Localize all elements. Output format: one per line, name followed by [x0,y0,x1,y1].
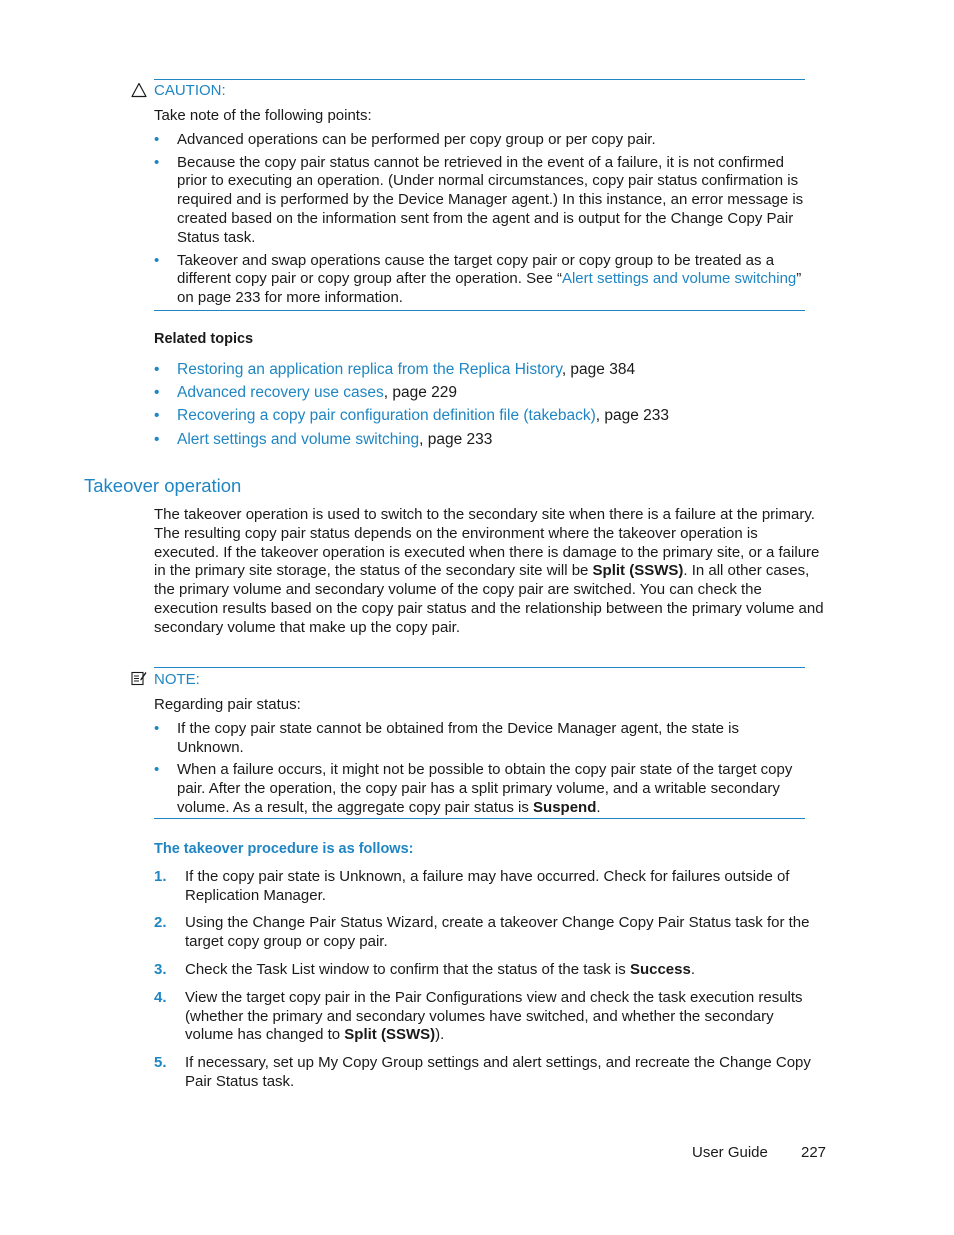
caution-list [154,131,809,308]
related-topic-link[interactable]: Alert settings and volume switching [177,430,420,448]
note-item: • If the copy pair state cannot be obtained from the Device Manager agent, the state is Unknown. [154,720,809,758]
related-topic-link[interactable]: Recovering a copy pair configuration definition file (takeback) [177,407,596,425]
section-title: Takeover operation [84,475,242,496]
procedure-step: 5. If necessary, set up My Copy Group settings and alert settings, and recreate the Change Copy Pair Status task. [154,1054,811,1090]
caution-item: • Takeover and swap operations cause the target copy pair or copy group to be treated as a different copy pair or copy group after the operation. See “Alert settings and volume switching” on page 233 for more information. [154,252,809,308]
procedure-step: 3. Check the Task List window to confirm that the status of the task is Success. [154,960,695,978]
related-topic-link[interactable]: Restoring an application replica from the Replica History [177,360,562,378]
related-topic-item: • Recovering a copy pair configuration definition file (takeback), page 233 [154,404,826,427]
note-item: • When a failure occurs, it might not be possible to obtain the copy pair state of the target copy pair. After the operation, the copy pair has a split primary volume, and a writable secondary volume. As a result, the aggregate copy pair status is Suspend. [154,761,809,817]
note-bottom-rule [154,818,805,819]
related-topics-list [154,358,826,451]
related-topic-item: • Restoring an application replica from the Replica History, page 384 [154,358,826,381]
caution-item: • Advanced operations can be performed per copy group or per copy pair. [154,131,809,150]
related-topics-heading: Related topics [154,331,254,347]
procedure-step: 1. If the copy pair state is Unknown, a failure may have occurred. Check for failures outside of Replication Manager. [154,867,790,904]
procedure-step: 2. Using the Change Pair Status Wizard, create a takeover Change Copy Pair Status task for the target copy group or copy pair. [154,914,810,951]
note-list [154,720,809,818]
section-paragraph: The takeover operation is used to switch to the secondary site when there is a failure at the primary. The resulting copy pair status depends on the environment where the takeover operation is executed. If the takeover operation is executed when there is damage to the primary site, or a failure in the primary site storage, the status of the secondary site will be Split (SSWS). In all other cases, the primary volume and secondary volume of the copy pair are switched. You can check the execution results based on the copy pair status and the relationship between the primary volume and secondary volume that make up the copy pair. [154,506,824,636]
page-number: 227 [801,1144,827,1161]
caution-label: CAUTION: [154,82,226,99]
alert-settings-link[interactable]: Alert settings and volume switching [561,270,797,288]
procedure-heading: The takeover procedure is as follows: [154,841,414,857]
note-pencil-icon [131,670,147,686]
caution-bottom-rule [154,310,805,311]
caution-body [154,107,809,308]
note-top-rule [154,667,805,668]
caution-item: • Because the copy pair status cannot be retrieved in the event of a failure, it is not confirmed prior to executing an operation. (Under normal circumstances, copy pair status confirmation is required and is performed by the Device Manager agent.) In this instance, an error message is created based on the information sent from the agent and is output for the Change Copy Pair Status task. [154,154,809,248]
note-body [154,696,809,818]
procedure-steps [154,868,826,1092]
note-label: NOTE: [154,671,200,688]
related-topic-item: • Alert settings and volume switching, page 233 [154,428,826,451]
caution-top-rule [154,79,805,80]
related-topics [154,330,826,451]
related-topic-item: • Advanced recovery use cases, page 229 [154,381,826,404]
note-intro: Regarding pair status: [154,696,301,713]
warning-triangle-icon [131,82,147,98]
procedure [154,840,826,1092]
caution-intro: Take note of the following points: [154,107,372,124]
status-split-ssws: Split (SSWS) [592,562,684,580]
related-topic-link[interactable]: Advanced recovery use cases [177,384,384,402]
procedure-step: 4. View the target copy pair in the Pair Configurations view and check the task execution results (whether the primary and secondary volumes have switched, and whether the secondary volume has changed to Split (SSWS)). [154,988,803,1044]
footer-guide-title: User Guide [692,1144,768,1161]
